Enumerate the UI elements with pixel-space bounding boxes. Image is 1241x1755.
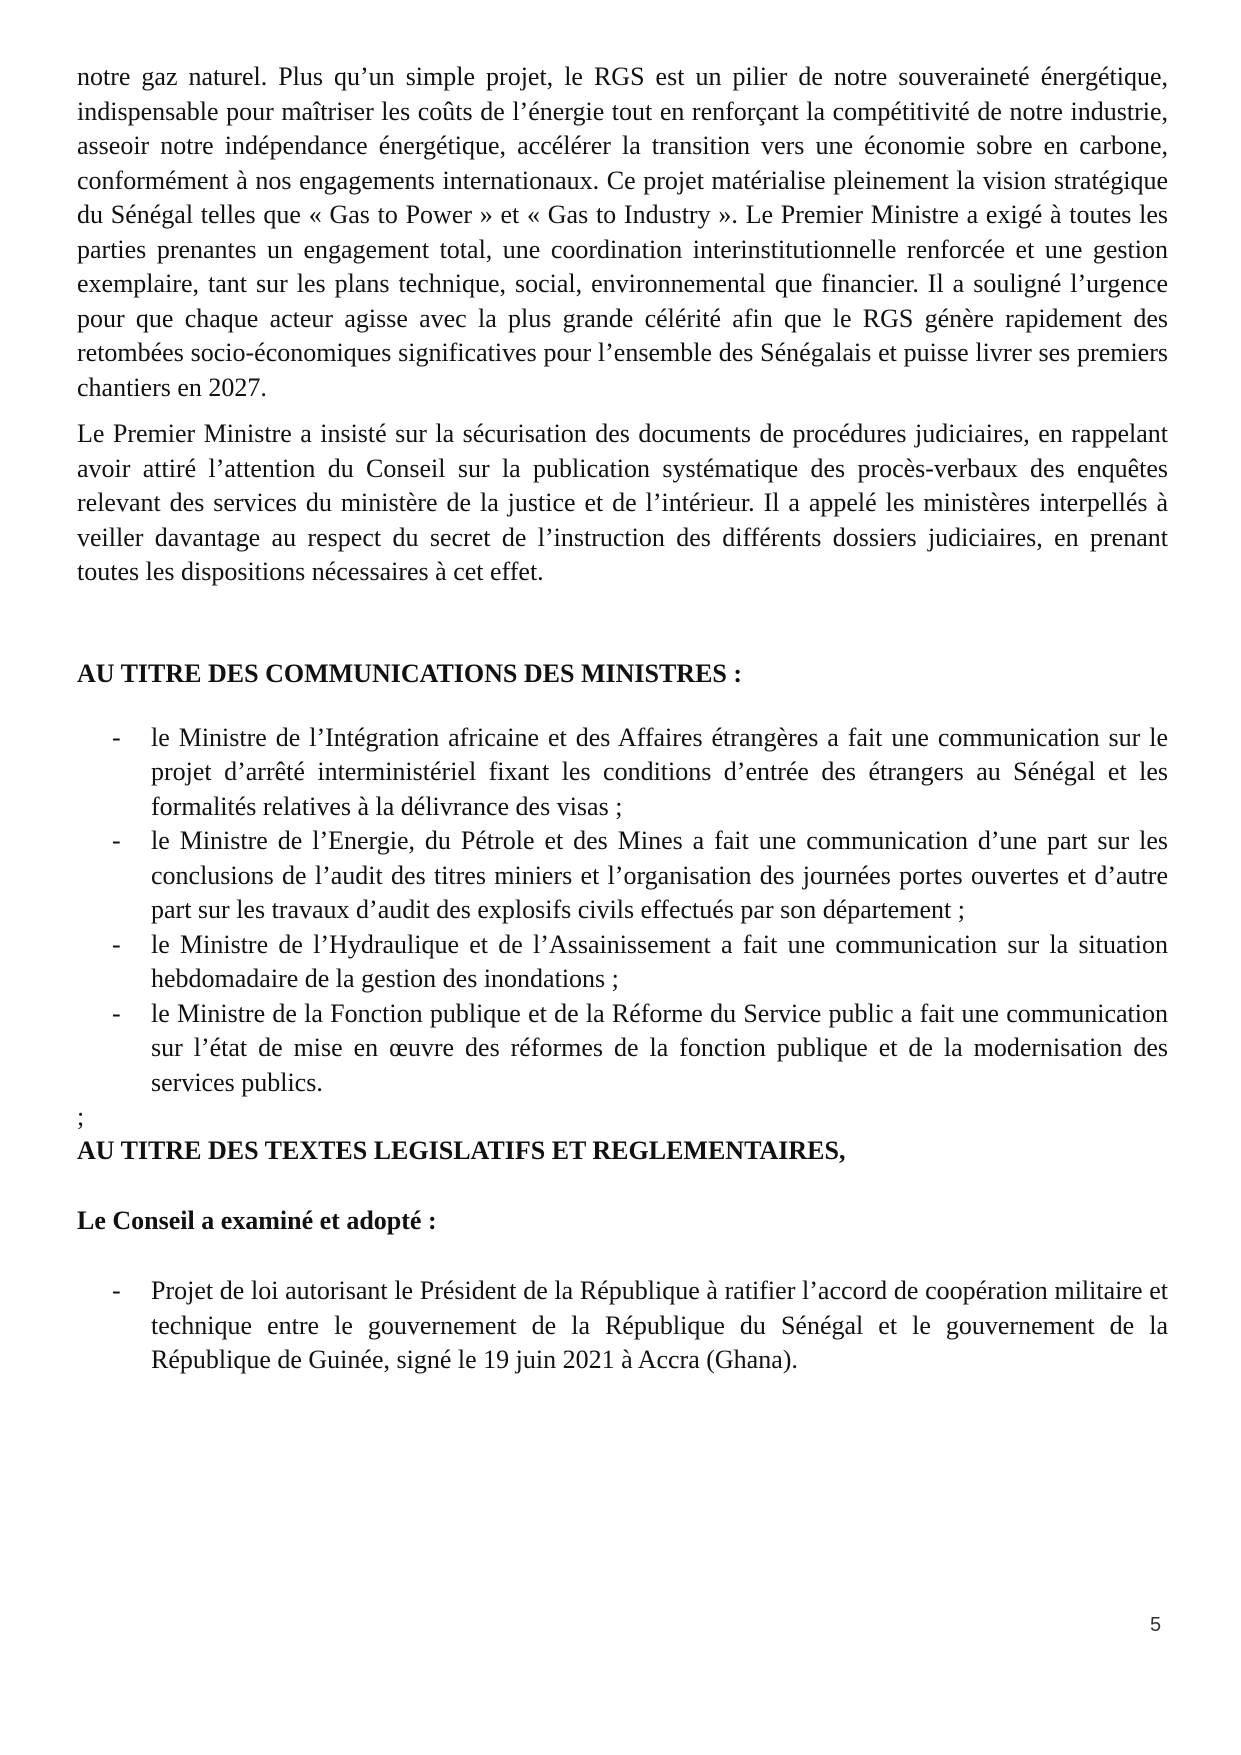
bullet-dash: - bbox=[112, 826, 121, 855]
list-item-text: le Ministre de l’Energie, du Pétrole et des Mines a fait une communication d’une part sur les conclusions de l’audit des titres miniers et l’organisation des journées portes ouvertes et d’autre part sur les travaux d’audit des explosifs civils effectués par son département ; bbox=[151, 826, 1168, 924]
textes-list bbox=[77, 1274, 1168, 1378]
heading-textes-legislatifs: AU TITRE DES TEXTES LEGISLATIFS ET REGLEMENTAIRES, bbox=[77, 1136, 846, 1165]
list-item-text: le Ministre de la Fonction publique et de la Réforme du Service public a fait une communication sur l’état de mise en œuvre des réformes de la fonction publique et de la modernisation des services publics. bbox=[151, 998, 1168, 1097]
communications-list bbox=[77, 721, 1168, 1101]
subheading-conseil-adopte: Le Conseil a examiné et adopté : bbox=[77, 1206, 437, 1235]
paragraph-rgs: notre gaz naturel. Plus qu’un simple projet, le RGS est un pilier de notre souveraineté énergétique, indispensable pour maîtriser les coûts de l’énergie tout en renforçant la compétitivité de notre industrie, asseoir notre indépendance énergétique, accélérer la transition vers une économie sobre en carbone, conformément à nos engagements internationaux. Ce projet matérialise pleinement la vision stratégique du Sénégal telles que « Gas to Power » et « Gas to Industry ». Le Premier Ministre a exigé à toutes les parties prenantes un engagement total, une coordination interinstitutionnelle renforcée et une gestion exemplaire, tant sur les plans technique, social, environnemental que financier. Il a souligné l’urgence pour que chaque acteur agisse avec la plus grande célérité afin que le RGS génère rapidement des retombées socio-économiques significatives pour l’ensemble des Sénégalais et puisse livrer ses premiers chantiers en 2027. bbox=[77, 62, 1168, 402]
list-item bbox=[77, 721, 1168, 825]
list-item bbox=[77, 928, 1168, 997]
list-item-text: le Ministre de l’Intégration africaine et des Affaires étrangères a fait une communication sur le projet d’arrêté interministériel fixant les conditions d’entrée des étrangers au Sénégal et les formalités relatives à la délivrance des visas ; bbox=[151, 722, 1168, 821]
bullet-dash: - bbox=[112, 1276, 121, 1305]
document-page bbox=[77, 60, 1168, 1378]
list-item bbox=[77, 824, 1168, 928]
paragraph-judicial-documents: Le Premier Ministre a insisté sur la sécurisation des documents de procédures judiciaires, en rappelant avoir attiré l’attention du Conseil sur la publication systématique des procès-verbaux des enquêtes relevant des services du ministère de la justice et de l’intérieur. Il a appelé les ministères interpellés à veiller davantage au respect du secret de l’instruction des différents dossiers judiciaires, en prenant toutes les dispositions nécessaires à cet effet. bbox=[77, 419, 1168, 586]
bullet-dash: - bbox=[112, 722, 121, 752]
list-item bbox=[77, 997, 1168, 1101]
list-item-text: Projet de loi autorisant le Président de la République à ratifier l’accord de coopération militaire et technique entre le gouvernement de la République du Sénégal et le gouvernement de la République de Guinée, signé le 19 juin 2021 à Accra (Ghana). bbox=[151, 1276, 1168, 1374]
bullet-dash: - bbox=[112, 998, 121, 1028]
heading-communications: AU TITRE DES COMMUNICATIONS DES MINISTRES : bbox=[77, 658, 743, 688]
stray-semicolon: ; bbox=[77, 1102, 85, 1131]
page-number: 5 bbox=[1150, 1614, 1162, 1636]
list-item bbox=[77, 1274, 1168, 1378]
bullet-dash: - bbox=[112, 929, 121, 959]
list-item-text: le Ministre de l’Hydraulique et de l’Assainissement a fait une communication sur la situation hebdomadaire de la gestion des inondations ; bbox=[151, 929, 1168, 993]
